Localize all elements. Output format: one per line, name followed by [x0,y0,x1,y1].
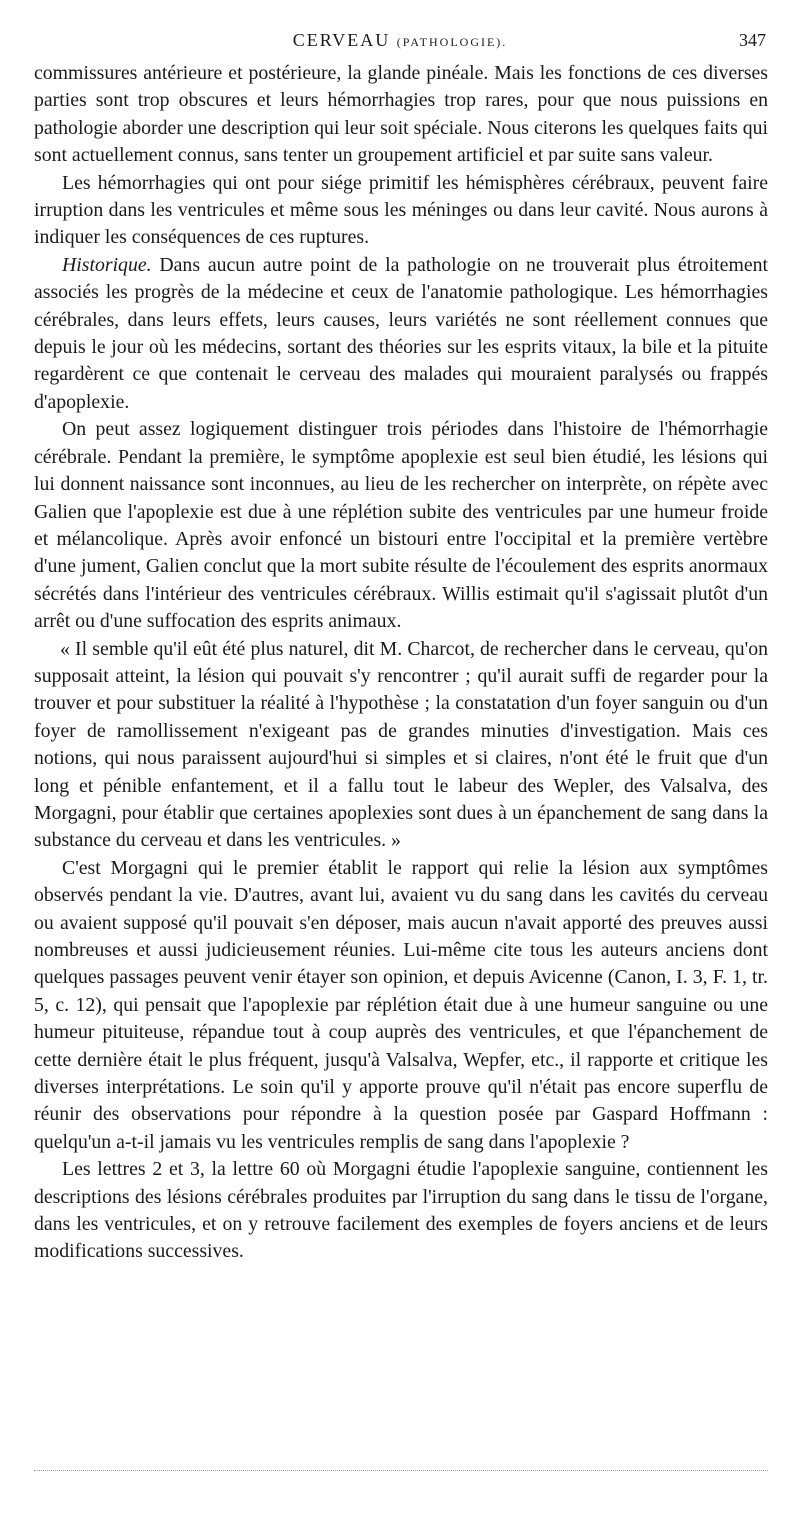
paragraph: commissures antérieure et postérieure, la glande pinéale. Mais les fonctions de ces diverses parties sont trop obscures et leurs hémorrhagies trop rares, pour que nous puissions en pathologie aborder une description qui leur soit spéciale. Nous citerons les quelques faits qui sont actuellement connus, sans tenter un groupement artificiel et par suite sans valeur. [34,62,768,167]
paragraph: C'est Morgagni qui le premier établit le rapport qui relie la lésion aux symptômes observés pendant la vie. D'autres, avant lui, avaient vu du sang dans les cavités du cerveau ou avaient supposé qu'il pouvait s'en déposer, mais aucun n'avait apporté des preuves aussi nombreuses et aussi judicieusement réunies. Lui-même cite tous les auteurs anciens dont quelques passages peuvent venir étayer son opinion, et depuis Avicenne (Canon, I. 3, F. 1, tr. 5, c. 12), qui pensait que l'apoplexie par réplétion était due à une humeur sanguine ou une humeur pituiteuse, répandue tout à coup auprès des ventricules, et que l'épanchement de cette dernière était le plus fréquent, jusqu'à Valsalva, Wepfer, etc., il rapporte et critique les diverses interprétations. Le soin qu'il y apporte prouve qu'il n'était pas encore superflu de réunir des observations pour répondre à la question posée par Gaspard Hoffmann : quelqu'un a-t-il jamais vu les ventricules remplis de sang dans l'apoplexie ? [34,856,768,1153]
paragraph-text: Dans aucun autre point de la pathologie on ne trouverait plus étroitement associés les progrès de la médecine et ceux de l'anatomie pathologique. Les hémorrhagies cérébrales, dans leurs effets, leurs causes, leurs variétés ne sont réellement connues que depuis le jour où les médecins, sortant des théories sur les esprits vitaux, la bile et la pituite regardèrent ce que contenait le cerveau des malades qui mouraient paralysés ou frappés d'apoplexie. [34,253,768,413]
page-body [34,60,768,1266]
paragraph: On peut assez logiquement distinguer trois périodes dans l'histoire de l'hémorrhagie cérébrale. Pendant la première, le symptôme apoplexie est seul bien étudié, les lésions qui lui donnent naissance sont inconnues, au lieu de les rechercher on interprète, on répète avec Galien que l'apoplexie est due à une réplétion subite des ventricules par une humeur froide et mélancolique. Après avoir enfoncé un bistouri entre l'occipital et la première vertèbre d'une jument, Galien conclut que la mort subite résulte de l'écoulement des esprits anormaux sécrétés dans l'intérieur des ventricules cérébraux. Willis estimait qu'il s'agissait plutôt d'un arrêt ou d'une suffocation des esprits animaux. [34,418,768,633]
running-head [34,30,766,51]
paragraph [34,252,768,416]
section-heading: Historique. [62,253,152,276]
page-header [34,30,766,54]
footer-dotted-rule [34,1470,768,1471]
paragraph: Les lettres 2 et 3, la lettre 60 où Morgagni étudie l'apoplexie sanguine, contiennent les descriptions des lésions cérébrales produites par l'irruption du sang dans le tissu de l'organe, dans les ventricules, et on y retrouve facilement des exemples de foyers anciens et de leurs modifications successives. [34,1158,768,1263]
running-head-subtitle: (PATHOLOGIE). [396,35,508,49]
page-number: 347 [739,30,766,50]
paragraph: Les hémorrhagies qui ont pour siége primitif les hémisphères cérébraux, peuvent faire irruption dans les ventricules et même sous les méninges ou dans leur cavité. Nous aurons à indiquer les conséquences de ces ruptures. [34,171,768,249]
running-head-title: CERVEAU [292,30,391,50]
quote-paragraph: « Il semble qu'il eût été plus naturel, dit M. Charcot, de rechercher dans le cerveau, qu'on supposait atteint, la lésion qui pouvait s'y rencontrer ; qu'il aurait suffi de regarder pour la trouver et pour substituer la réalité à l'hypothèse ; la constatation d'un foyer sanguin ou d'un foyer de ramollissement n'exigeant pas de grandes minuties d'investigation. Mais ces notions, qui nous paraissent aujourd'hui si simples et si claires, n'ont été le fruit que d'un long et pénible enfantement, et il a fallu tout le labeur des Wepler, des Valsalva, des Morgagni, pour établir que certaines apoplexies sont dues à un épanchement de sang dans la substance du cerveau et dans les ventricules. » [34,637,768,852]
